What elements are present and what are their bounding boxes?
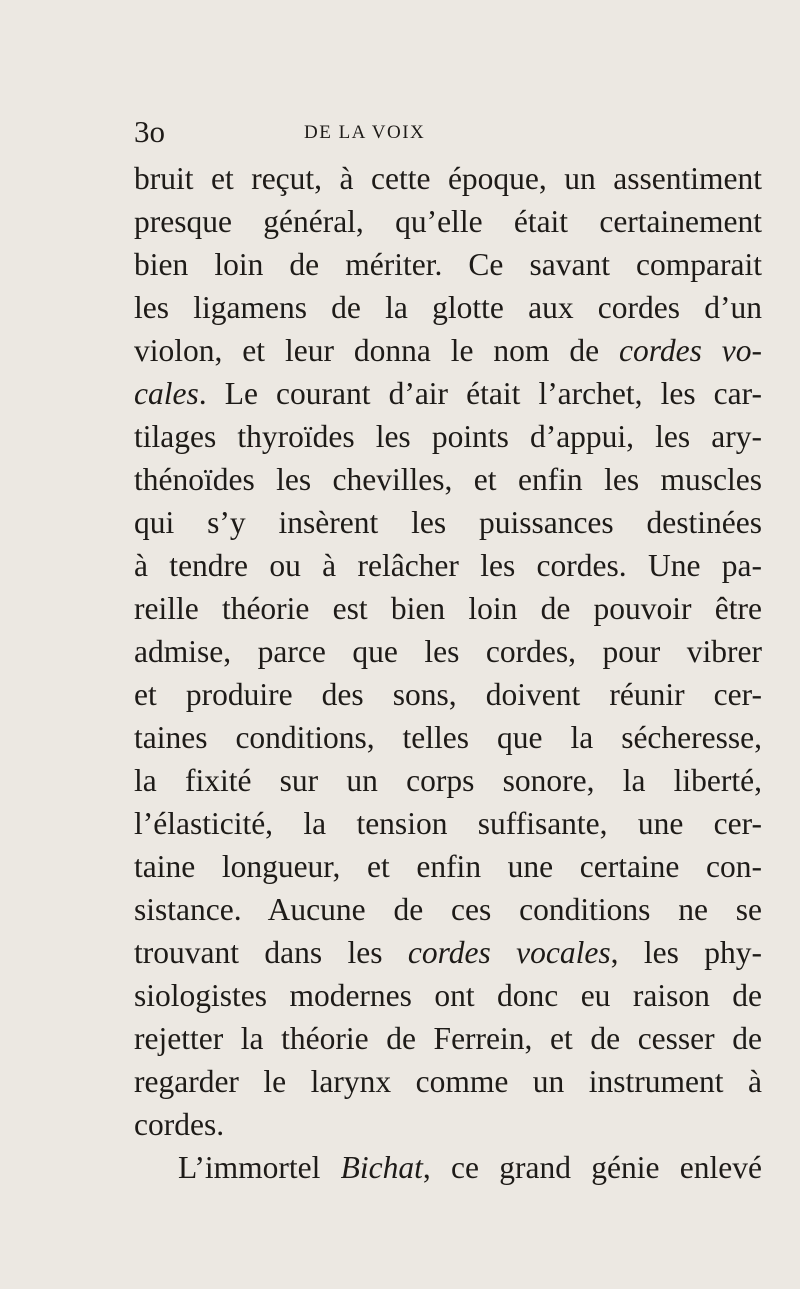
text-line: cales. Le courant d’air était l’archet, les car- — [134, 376, 762, 411]
text-line: la fixité sur un corps sonore, la liberté, — [134, 763, 762, 798]
text-line: bien loin de mériter. Ce savant comparait — [134, 247, 762, 282]
text-line: qui s’y insèrent les puissances destinées — [134, 505, 762, 540]
text-line: admise, parce que les cordes, pour vibrer — [134, 634, 762, 669]
text-line: regarder le larynx comme un instrument à — [134, 1064, 762, 1099]
italic-term: cales — [134, 376, 199, 411]
text-line: tilages thyroïdes les points d’appui, les ary- — [134, 419, 762, 454]
italic-term: cordes vo- — [619, 333, 762, 368]
text-line: sistance. Aucune de ces conditions ne se — [134, 892, 762, 927]
text-line: trouvant dans les cordes vocales, les phy- — [134, 935, 763, 970]
text-line: L’immortel Bichat, ce grand génie enlevé — [178, 1150, 763, 1185]
running-title: DE LA VOIX — [304, 122, 426, 143]
italic-term: Bichat — [340, 1150, 423, 1185]
text-line: taines conditions, telles que la sécheresse, — [134, 720, 762, 755]
page-number: 3o — [134, 114, 165, 149]
text-line: et produire des sons, doivent réunir cer- — [134, 677, 762, 712]
italic-term: cordes vocales — [407, 935, 611, 970]
text-line: thénoïdes les chevilles, et enfin les muscles — [134, 462, 762, 497]
text-line: l’élasticité, la tension suffisante, une cer- — [134, 806, 762, 841]
text-line: les ligamens de la glotte aux cordes d’un — [134, 290, 762, 325]
text-line: reille théorie est bien loin de pouvoir être — [134, 591, 762, 626]
text-line: à tendre ou à relâcher les cordes. Une pa- — [134, 548, 762, 583]
text-line: violon, et leur donna le nom de cordes vo- — [134, 333, 762, 368]
text-line: siologistes modernes ont donc eu raison de — [134, 978, 762, 1013]
text-line: rejetter la théorie de Ferrein, et de cesser de — [134, 1021, 762, 1056]
text-line: cordes. — [134, 1107, 225, 1142]
text-line: bruit et reçut, à cette époque, un assentiment — [134, 161, 762, 196]
text-line: presque général, qu’elle était certainement — [134, 204, 762, 239]
text-line: taine longueur, et enfin une certaine con- — [134, 849, 762, 884]
page-header — [134, 112, 754, 152]
body-text — [134, 157, 762, 1189]
